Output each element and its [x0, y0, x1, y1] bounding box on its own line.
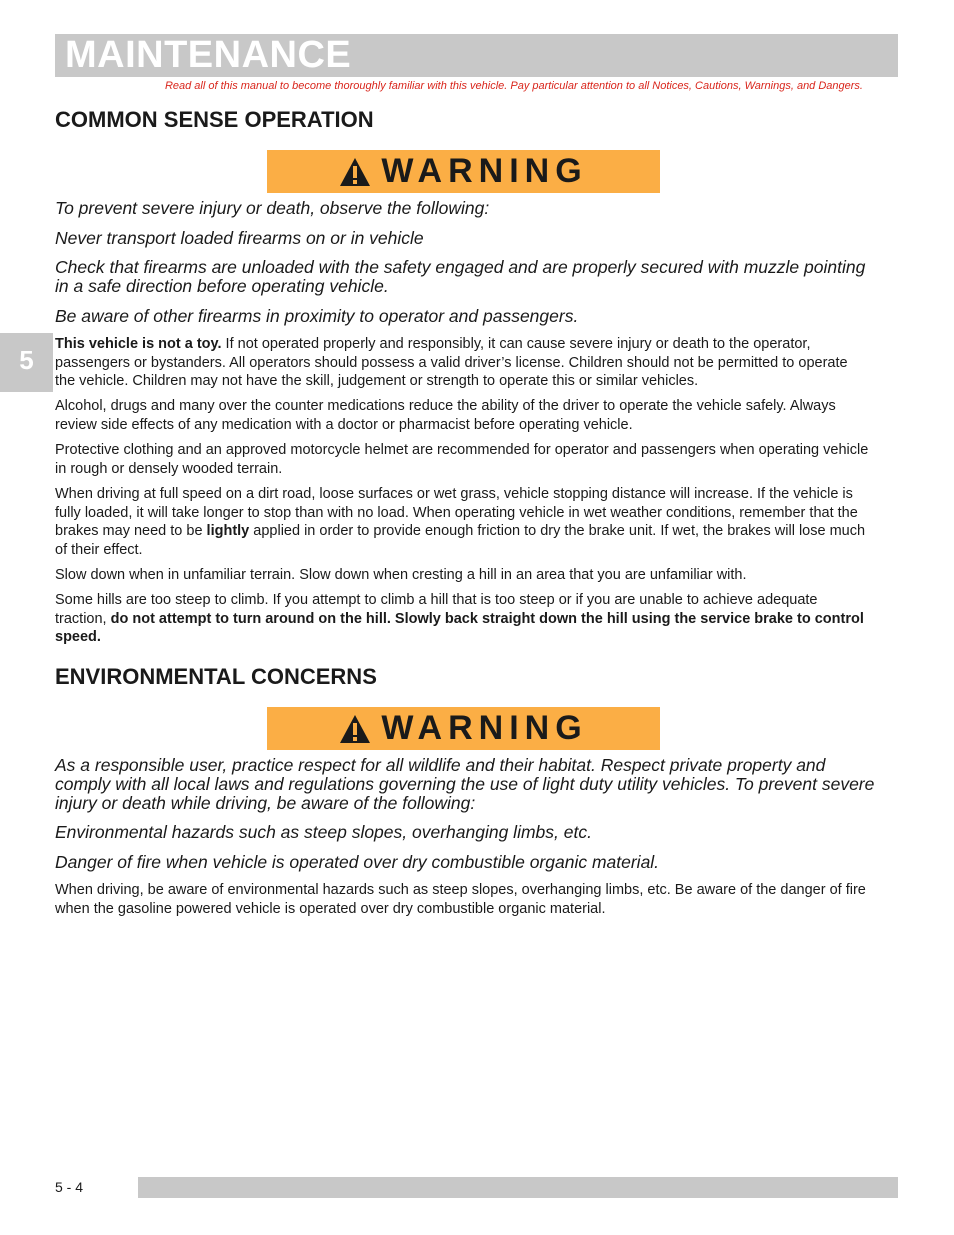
page-number: 5 - 4 — [55, 1179, 84, 1195]
paragraph-alcohol: Alcohol, drugs and many over the counter medications reduce the ability of the driver to operate the vehicle safely. Always review side effects of any medication with a doctor or pharmacist before operating vehicle. — [55, 398, 836, 433]
paragraph-stopping-distance-a: When driving at full speed on a dirt road, loose surfaces or wet grass, vehicle stopping distance will increase. If the vehicle is fully loaded, it will take longer to stop than with no load. When operating vehicle in wet weather conditions, remember that the brakes may need to be — [55, 486, 858, 539]
paragraph-not-a-toy-bold: This vehicle is not a toy. — [55, 336, 222, 352]
paragraph-steep-hills-text: Some hills are too steep to climb. If you attempt to climb a hill that is too steep or if you are unable to achieve adequate traction, — [55, 592, 818, 627]
warning-label: WARNING — [381, 709, 588, 747]
warning-text-firearms-proximity: Be aware of other firearms in proximity to operator and passengers. — [55, 306, 579, 326]
paragraph-slow-down: Slow down when in unfamiliar terrain. Slow down when cresting a hill in an area that you are unfamiliar with. — [55, 567, 747, 583]
paragraph-stopping-distance-bold: lightly — [206, 523, 250, 539]
warning-text-firearms-unloaded: Check that firearms are unloaded with the safety engaged and are properly secured with muzzle pointing in a safe direction before operating vehicle. — [55, 257, 866, 296]
section-heading-common-sense: COMMON SENSE OPERATION — [55, 107, 374, 132]
paragraph-steep-hills-bold: do not attempt to turn around on the hill. Slowly back straight down the hill using the service brake to control speed. — [55, 610, 864, 645]
paragraph-stopping-distance-b: applied in order to provide enough friction to dry the brake unit. If wet, the brakes will lose much of their effect. — [55, 523, 866, 558]
header-bar — [55, 34, 898, 77]
section-heading-environmental: ENVIRONMENTAL CONCERNS — [55, 664, 377, 689]
paragraph-not-a-toy — [55, 335, 870, 391]
chapter-tab-label: 5 — [19, 345, 34, 375]
footer-bar — [138, 1177, 898, 1198]
paragraph-stopping-distance — [55, 485, 870, 559]
warning-text-wildlife: As a responsible user, practice respect for all wildlife and their habitat. Respect private property and comply with all local laws and regulations governing the use of light duty utility vehicles. To prevent severe injury or death while driving, be aware of the following: — [55, 755, 875, 813]
warning-label: WARNING — [381, 152, 588, 190]
warning-text-intro: To prevent severe injury or death, observe the following: — [55, 198, 490, 218]
warning-text-fire: Danger of fire when vehicle is operated over dry combustible organic material. — [55, 852, 660, 872]
warning-triangle-icon — [339, 157, 371, 187]
paragraph-protective-clothing: Protective clothing and an approved motorcycle helmet are recommended for operator and passengers when operating vehicle in rough or densely wooded terrain. — [55, 442, 869, 477]
paragraph-environmental-hazards: When driving, be aware of environmental hazards such as steep slopes, overhanging limbs, etc. Be aware of the danger of fire when the gasoline powered vehicle is operated over dry combustible organic material. — [55, 882, 866, 917]
paragraph-not-a-toy-text: If not operated properly and responsibly, it can cause severe injury or death to the operator, passengers or bystanders. All operators should possess a valid driver’s license. Children should not be permitted to operate the vehicle. Children may not have the skill, judgement or strength to operate this or similar vehicles. — [55, 336, 848, 389]
warning-triangle-icon — [339, 714, 371, 744]
page-title: MAINTENANCE — [65, 34, 352, 76]
header-notice: Read all of this manual to become thoroughly familiar with this vehicle. Pay particular attention to all Notices, Cautions, Warnings, and Dangers. — [164, 80, 863, 92]
warning-banner-1 — [267, 150, 660, 193]
paragraph-steep-hills — [55, 591, 870, 647]
warning-banner-2 — [267, 707, 660, 750]
warning-text-hazards: Environmental hazards such as steep slopes, overhanging limbs, etc. — [55, 822, 592, 842]
chapter-tab — [0, 333, 53, 392]
warning-text-firearms-transport: Never transport loaded firearms on or in vehicle — [55, 228, 424, 248]
